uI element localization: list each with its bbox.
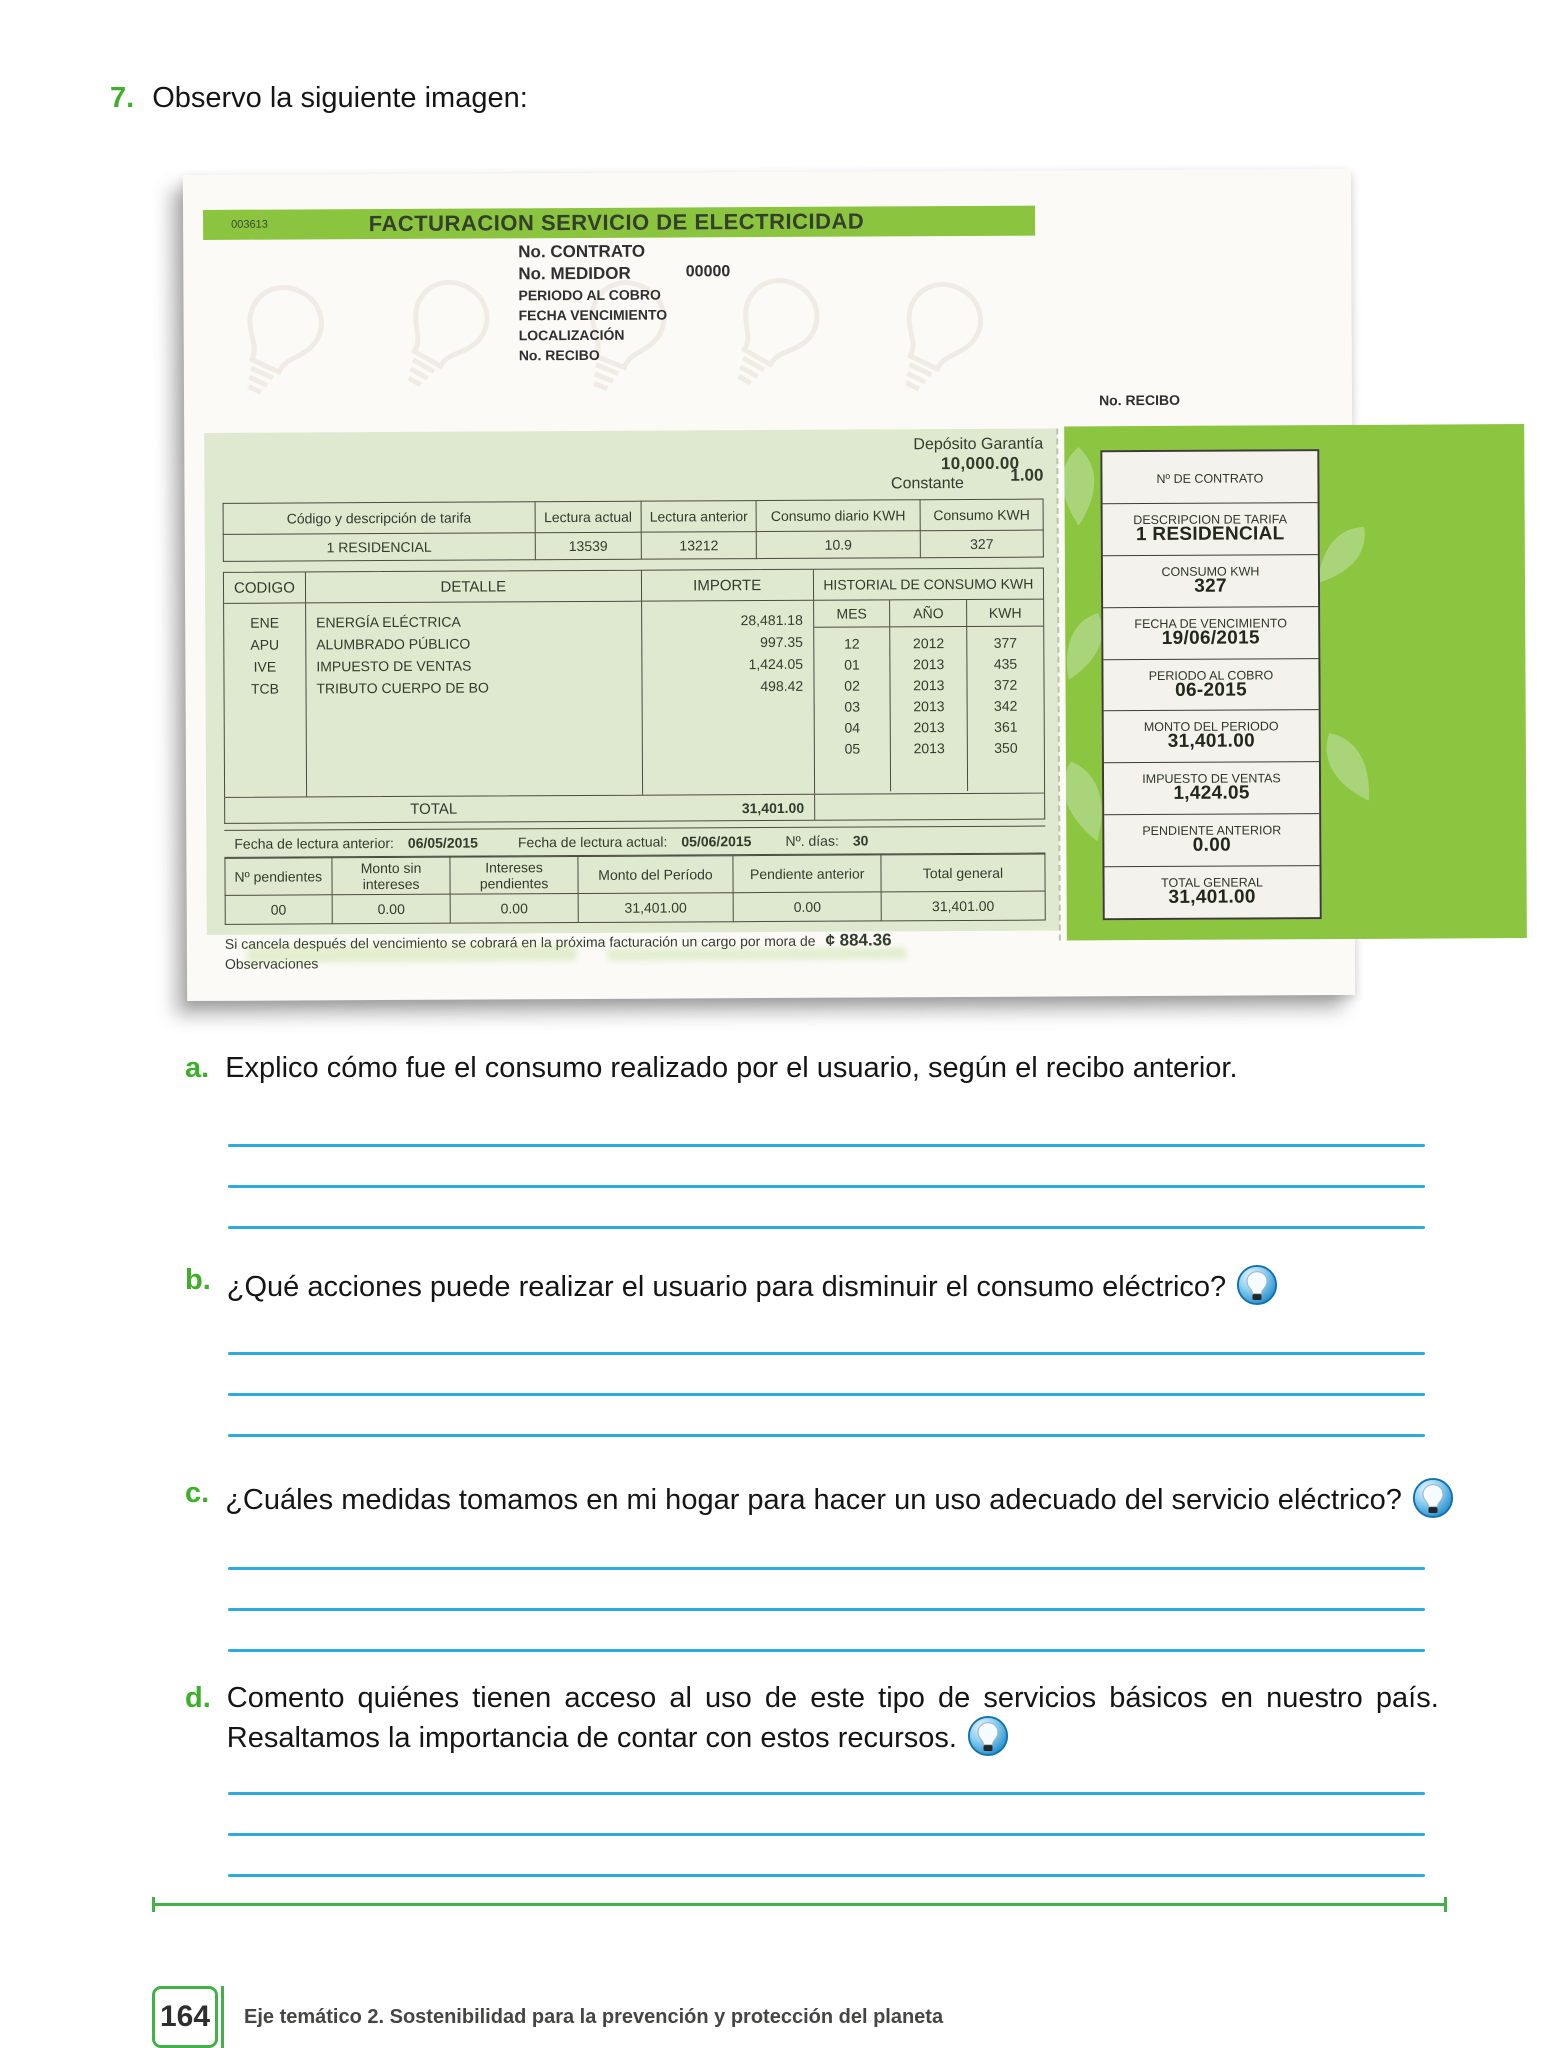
consumption-history-table xyxy=(814,569,1044,794)
exercise-number: 7. xyxy=(110,82,135,114)
bill-serial: 003613 xyxy=(231,218,268,231)
charges-table xyxy=(223,568,1045,798)
bill-title: FACTURACION SERVICIO DE ELECTRICIDAD xyxy=(368,208,865,237)
question-a xyxy=(185,1052,1238,1085)
answer-line[interactable] xyxy=(228,1792,1425,1795)
charge-amount: 498.42 xyxy=(760,677,804,695)
history-kwh: 377 xyxy=(993,634,1018,651)
charge-code: ENE xyxy=(250,614,280,631)
history-mes: 02 xyxy=(844,677,860,694)
answer-line[interactable] xyxy=(228,1393,1425,1396)
tariff-cell: 327 xyxy=(920,530,1043,558)
question-d xyxy=(185,1682,1439,1757)
pending-cell: 00 xyxy=(225,895,332,925)
history-ano: 2013 xyxy=(913,719,945,736)
answer-line[interactable] xyxy=(228,1185,1425,1188)
question-c-letter: c. xyxy=(185,1477,210,1509)
history-ano: 2013 xyxy=(913,656,945,673)
tariff-header: Código y descripción de tarifa xyxy=(223,502,535,535)
page-number-box xyxy=(152,1986,218,2048)
charge-amount: 28,481.18 xyxy=(740,611,803,629)
deposit-label: Depósito Garantía xyxy=(913,435,1044,454)
tariff-row xyxy=(223,530,1043,561)
exercise-prompt: Observo la siguiente imagen: xyxy=(152,82,528,114)
field-vencimiento: FECHA VENCIMIENTO xyxy=(518,306,668,324)
answer-line[interactable] xyxy=(228,1352,1425,1355)
pending-cell: 0.00 xyxy=(451,894,578,924)
answer-line[interactable] xyxy=(228,1874,1425,1877)
constant-label: Constante xyxy=(890,474,964,493)
question-b-text: ¿Qué acciones puede realizar el usuario para disminuir el consumo eléctrico? xyxy=(227,1264,1278,1306)
field-medidor-value: 00000 xyxy=(685,263,731,281)
charges-header-codigo: CODIGO xyxy=(224,572,305,603)
footer-caption: Eje temático 2. Sostenibilidad para la prevención y protección del planeta xyxy=(244,2006,944,2028)
answer-line[interactable] xyxy=(228,1226,1425,1229)
lightbulb-icon xyxy=(1412,1477,1454,1519)
curr-reading-label: Fecha de lectura actual: xyxy=(517,833,668,851)
total-label: TOTAL xyxy=(410,800,458,818)
tariff-cell: 13212 xyxy=(641,532,756,560)
history-header-kwh: KWH xyxy=(988,604,1022,621)
history-title: HISTORIAL DE CONSUMO KWH xyxy=(814,569,1043,601)
charge-code: APU xyxy=(250,636,280,653)
pending-row xyxy=(225,891,1045,924)
tariff-table xyxy=(223,499,1044,562)
history-mes: 01 xyxy=(844,656,860,673)
history-mes: 12 xyxy=(844,635,860,652)
charge-code: IVE xyxy=(253,658,277,675)
tariff-cell: 10.9 xyxy=(756,531,920,559)
question-b xyxy=(185,1264,1278,1306)
faded-print xyxy=(607,947,907,961)
tariff-header: Lectura anterior xyxy=(641,501,756,533)
pending-header: Pendiente anterior xyxy=(733,855,881,893)
history-ano: 2013 xyxy=(913,740,945,757)
prev-reading-value: 06/05/2015 xyxy=(407,834,478,851)
pending-cell: 31,401.00 xyxy=(578,893,734,923)
tariff-header: Lectura actual xyxy=(535,501,642,533)
history-header-ano: AÑO xyxy=(891,600,968,626)
pending-header: Nº pendientes xyxy=(225,858,332,896)
stub-row: FECHA DE VENCIMIENTO 19/06/2015 xyxy=(1103,607,1318,660)
bill-main-section xyxy=(204,428,1060,972)
stub-receipt-label: No. RECIBO xyxy=(1098,391,1180,409)
stub-row: TOTAL GENERAL 31,401.00 xyxy=(1161,875,1264,908)
prev-reading-label: Fecha de lectura anterior: xyxy=(234,834,394,852)
history-mes: 04 xyxy=(844,719,861,736)
stub-row: DESCRIPCION DE TARIFA 1 RESIDENCIAL xyxy=(1103,503,1318,556)
lightbulb-icon xyxy=(967,1715,1009,1757)
pending-header: Intereses pendientes xyxy=(450,857,577,895)
field-recibo: No. RECIBO xyxy=(518,346,600,364)
bill-header-fields xyxy=(518,240,731,365)
pending-cell: 0.00 xyxy=(332,894,451,924)
field-contrato: No. CONTRATO xyxy=(518,241,646,262)
footer-rule-tick xyxy=(152,1897,155,1912)
tariff-header: Consumo KWH xyxy=(920,499,1043,531)
history-mes: 03 xyxy=(844,698,861,715)
pending-cell: 0.00 xyxy=(733,892,881,922)
history-kwh: 350 xyxy=(994,739,1018,756)
answer-line[interactable] xyxy=(228,1833,1425,1836)
faded-print xyxy=(247,945,577,963)
charge-amount: 1,424.05 xyxy=(748,655,804,673)
history-ano: 2013 xyxy=(913,698,945,715)
observations-label: Observaciones xyxy=(224,955,319,972)
stub-row: PERIODO AL COBRO 06-2015 xyxy=(1103,659,1318,712)
answer-line[interactable] xyxy=(228,1567,1425,1570)
late-notice-text: Si cancela después del vencimiento se cobrará en la próxima facturación un cargo por mora de xyxy=(224,932,816,952)
exercise-header xyxy=(110,82,528,115)
footer-rule xyxy=(152,1903,1447,1906)
total-value: 31,401.00 xyxy=(741,799,805,816)
field-periodo: PERIODO AL COBRO xyxy=(518,286,661,304)
charge-code: TCB xyxy=(250,680,280,697)
field-localizacion: LOCALIZACIÓN xyxy=(518,326,625,344)
history-kwh: 372 xyxy=(993,676,1018,693)
tariff-cell: 13539 xyxy=(535,532,642,560)
history-mes: 05 xyxy=(844,740,861,757)
question-b-letter: b. xyxy=(185,1264,211,1296)
late-fee-value: ¢ 884.36 xyxy=(825,930,892,950)
charge-name: ENERGÍA ELÉCTRICA xyxy=(316,613,461,631)
charges-header-detalle: DETALLE xyxy=(306,571,641,604)
stub-summary-table xyxy=(1100,449,1321,920)
question-a-letter: a. xyxy=(185,1052,210,1084)
history-kwh: 435 xyxy=(993,655,1018,672)
stub-row: CONSUMO KWH 327 xyxy=(1103,555,1318,608)
history-ano: 2013 xyxy=(913,677,945,694)
pending-cell: 31,401.00 xyxy=(881,891,1045,921)
deposit-block xyxy=(222,435,1043,497)
charges-header-importe: IMPORTE xyxy=(642,570,813,602)
bill-photo xyxy=(183,169,1355,1001)
answer-line[interactable] xyxy=(228,1608,1425,1611)
footer-rule-tick xyxy=(1444,1897,1447,1912)
question-d-text: Comento quiénes tienen acceso al uso de este tipo de servicios básicos en nuestro país. Resaltamos la importancia de contar con estos recursos. xyxy=(227,1682,1439,1757)
history-ano: 2012 xyxy=(912,635,945,652)
curr-reading-value: 05/06/2015 xyxy=(681,833,752,850)
charge-name: TRIBUTO CUERPO DE BO xyxy=(316,679,489,697)
page-number: 164 xyxy=(159,2000,211,2033)
deposit-value: 10,000.00 xyxy=(940,453,1020,474)
stub-row: IMPUESTO DE VENTAS 1,424.05 xyxy=(1104,762,1319,815)
tariff-cell: 1 RESIDENCIAL xyxy=(223,533,535,562)
charge-name: IMPUESTO DE VENTAS xyxy=(316,657,472,675)
days-value: 30 xyxy=(852,832,869,849)
pending-header: Monto sin intereses xyxy=(332,857,451,895)
stub-row: PENDIENTE ANTERIOR 0.00 xyxy=(1104,814,1319,867)
pending-header: Total general xyxy=(881,854,1045,892)
lightbulb-icon xyxy=(1236,1264,1278,1306)
stub-row: Nº DE CONTRATO xyxy=(1102,451,1317,504)
field-medidor: No. MEDIDOR xyxy=(518,263,631,284)
payment-stub xyxy=(1064,424,1527,940)
reading-dates-row xyxy=(224,826,1045,858)
question-c-text: ¿Cuáles medidas tomamos en mi hogar para hacer un uso adecuado del servicio eléctrico? xyxy=(225,1477,1454,1519)
question-a-text: Explico cómo fue el consumo realizado por el usuario, según el recibo anterior. xyxy=(225,1052,1238,1084)
question-c xyxy=(185,1477,1454,1519)
pending-table xyxy=(224,854,1045,925)
history-kwh: 361 xyxy=(994,718,1018,735)
pending-header: Monto del Período xyxy=(577,856,733,894)
history-header-mes: MES xyxy=(814,600,891,626)
total-row xyxy=(224,794,1045,824)
charge-name: ALUMBRADO PÚBLICO xyxy=(316,635,471,653)
answer-line[interactable] xyxy=(228,1144,1425,1147)
constant-value: 1.00 xyxy=(1010,465,1044,485)
answer-line[interactable] xyxy=(228,1649,1425,1652)
bill-title-bar xyxy=(203,206,1035,240)
answer-line[interactable] xyxy=(228,1434,1425,1437)
charge-amount: 997.35 xyxy=(760,633,803,651)
stub-row: MONTO DEL PERIODO 31,401.00 xyxy=(1104,711,1319,764)
days-label: Nº. días: xyxy=(785,832,839,849)
question-d-letter: d. xyxy=(185,1682,211,1714)
history-kwh: 342 xyxy=(993,697,1018,714)
footer-divider xyxy=(221,1986,224,2048)
tariff-header: Consumo diario KWH xyxy=(756,500,920,532)
